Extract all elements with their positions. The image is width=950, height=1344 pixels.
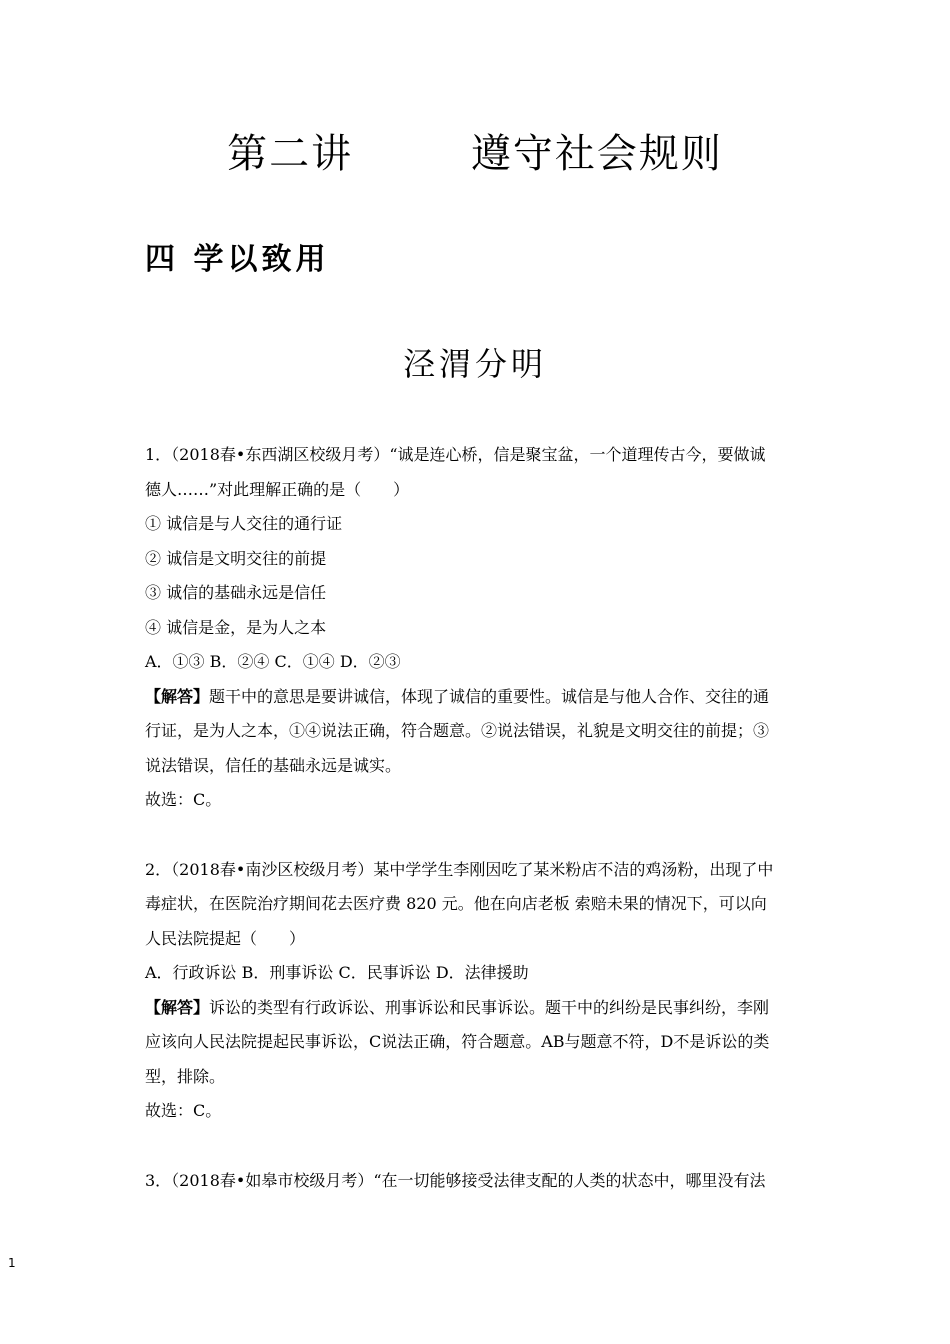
statement-item: ④ 诚信是金，是为人之本 xyxy=(145,617,327,637)
question-1 xyxy=(145,438,807,818)
question-stem-line: 人民法院提起（ ） xyxy=(145,928,306,948)
answer-options: A．①③ B．②④ C．①④ D．②③ xyxy=(145,652,401,671)
statement-item: ① 诚信是与人交往的通行证 xyxy=(145,514,343,533)
subtitle: 泾渭分明 xyxy=(402,345,547,383)
question-list xyxy=(145,438,807,1198)
spacer xyxy=(145,818,807,853)
question-stem-line: 1．（2018春•东西湖区校级月考）“诚是连心桥，信是聚宝盆，一个道理传古今，要做诚 xyxy=(145,445,766,464)
question-2 xyxy=(145,853,807,1129)
answer-text: 题干中的意思是要讲诚信，体现了诚信的重要性。诚信是与他人合作、交往的通 xyxy=(209,686,770,706)
question-stem-line: 2．（2018春•南沙区校级月考）某中学学生李刚因吃了某米粉店不洁的鸡汤粉，出现了中 xyxy=(145,859,774,879)
page-number: 1 xyxy=(8,1256,16,1270)
answer-explanation-line: 应该向人民法院提起民事诉讼，C说法正确，符合题意。AB与题意不符，D不是诉讼的类 xyxy=(145,1032,770,1051)
answer-explanation-line: 说法错误，信任的基础永远是诚实。 xyxy=(145,755,402,775)
question-3 xyxy=(145,1164,807,1199)
answer-choice: 故选：C。 xyxy=(145,790,222,809)
question-stem-line: 毒症状，在医院治疗期间花去医疗费 820 元。他在向店老板 索赔未果的情况下，可以向 xyxy=(145,894,767,913)
statement-item: ② 诚信是文明交往的前提 xyxy=(145,548,327,568)
answer-text: 诉讼的类型有行政诉讼、刑事诉讼和民事诉讼。题干中的纠纷是民事纠纷，李刚 xyxy=(209,997,770,1017)
spacer xyxy=(145,1129,807,1164)
page-title: 第二讲 遵守社会规则 xyxy=(227,131,723,177)
answer-choice: 故选：C。 xyxy=(145,1101,222,1120)
section-heading: 四 学以致用 xyxy=(145,242,330,277)
answer-label: 【解答】 xyxy=(145,997,210,1017)
question-stem-line: 德人……”对此理解正确的是（ ） xyxy=(145,479,410,499)
statement-item: ③ 诚信的基础永远是信任 xyxy=(145,583,327,602)
answer-explanation-line xyxy=(145,991,807,1026)
answer-explanation-line: 型，排除。 xyxy=(145,1066,226,1086)
answer-label: 【解答】 xyxy=(145,686,210,706)
question-stem-line: 3．（2018春•如皋市校级月考）“在一切能够接受法律支配的人类的状态中，哪里没有法 xyxy=(145,1170,766,1190)
answer-options: A．行政诉讼 B．刑事诉讼 C．民事诉讼 D．法律援助 xyxy=(145,963,529,982)
answer-explanation-line xyxy=(145,680,807,715)
answer-explanation-line: 行证，是为人之本，①④说法正确，符合题意。②说法错误，礼貌是文明交往的前提；③ xyxy=(145,721,770,740)
